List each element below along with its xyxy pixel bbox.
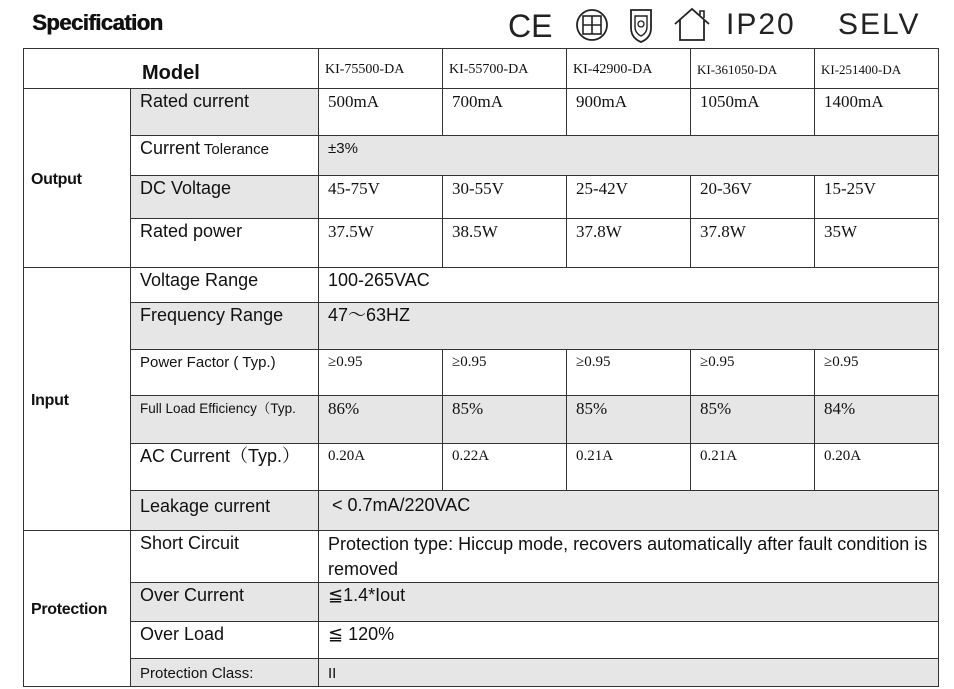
row-label: AC Current（Typ.） [131, 444, 319, 491]
section-output: Output [24, 89, 131, 268]
row-label-main: Current [140, 138, 201, 158]
model-cell: KI-251400-DA [815, 49, 939, 89]
value-cell: 85% [691, 396, 815, 444]
table-row [24, 303, 939, 350]
row-label: Leakage current [131, 491, 319, 531]
table-row [24, 176, 939, 219]
value-cell: 85% [567, 396, 691, 444]
value-cell: 0.20A [319, 444, 443, 491]
model-cell: KI-42900-DA [567, 49, 691, 89]
value-cell: Protection type: Hiccup mode, recovers automatically after fault condition is removed [319, 531, 939, 583]
table-row [24, 268, 939, 303]
certification-marks [508, 4, 948, 44]
row-label: Over Load [131, 622, 319, 659]
value-cell: 37.8W [567, 219, 691, 268]
value-cell: ≦ 120% [319, 622, 939, 659]
table-row [24, 136, 939, 176]
row-label [131, 136, 319, 176]
section-input: Input [24, 268, 131, 531]
value-cell: 38.5W [443, 219, 567, 268]
value-cell: 0.21A [567, 444, 691, 491]
model-label: Model [24, 49, 319, 89]
row-label: Voltage Range [131, 268, 319, 303]
value-cell: < 0.7mA/220VAC [319, 491, 939, 531]
row-label-sub: Tolerance [200, 141, 269, 158]
value-cell: 0.20A [815, 444, 939, 491]
value-cell: ≦1.4*Iout [319, 583, 939, 622]
value-cell: 0.21A [691, 444, 815, 491]
row-label: Power Factor ( Typ.) [131, 350, 319, 396]
value-cell: 0.22A [443, 444, 567, 491]
table-row [24, 583, 939, 622]
value-cell: 500mA [319, 89, 443, 136]
table-row [24, 622, 939, 659]
table-row [24, 219, 939, 268]
value-cell: ≥0.95 [443, 350, 567, 396]
value-cell: 1400mA [815, 89, 939, 136]
value-cell: 30-55V [443, 176, 567, 219]
value-cell: 20-36V [691, 176, 815, 219]
specification-table [23, 48, 939, 687]
table-row [24, 444, 939, 491]
row-label: Protection Class: [131, 659, 319, 687]
selv-mark: SELV [838, 8, 921, 41]
value-cell: 47～63HZ [319, 303, 939, 350]
section-protection: Protection [24, 531, 131, 687]
model-cell: KI-55700-DA [443, 49, 567, 89]
model-cell: KI-75500-DA [319, 49, 443, 89]
value-cell: 85% [443, 396, 567, 444]
value-cell: 37.8W [691, 219, 815, 268]
value-cell: 100-265VAC [319, 268, 939, 303]
row-label: Over Current [131, 583, 319, 622]
value-cell: ≥0.95 [815, 350, 939, 396]
enec-mark-icon [572, 8, 612, 42]
value-cell: 35W [815, 219, 939, 268]
value-cell: 86% [319, 396, 443, 444]
value-cell: II [319, 659, 939, 687]
model-cell: KI-361050-DA [691, 49, 815, 89]
value-cell: 37.5W [319, 219, 443, 268]
model-header-row [24, 49, 939, 89]
table-row [24, 396, 939, 444]
value-cell: ≥0.95 [319, 350, 443, 396]
house-mark-icon [672, 6, 712, 42]
table-row [24, 531, 939, 583]
class-ii-shield-icon [626, 6, 656, 44]
page-title: Specification [32, 10, 163, 35]
value-cell: 25-42V [567, 176, 691, 219]
value-cell: ≥0.95 [691, 350, 815, 396]
table-row [24, 89, 939, 136]
row-label: Rated power [131, 219, 319, 268]
value-cell: 84% [815, 396, 939, 444]
ce-mark: CE [508, 8, 553, 44]
value-cell: 45-75V [319, 176, 443, 219]
value-cell: ±3% [319, 136, 939, 176]
table-row [24, 491, 939, 531]
table-row [24, 350, 939, 396]
value-cell: ≥0.95 [567, 350, 691, 396]
row-label: Full Load Efficiency（Typ. [131, 396, 319, 444]
table-row [24, 659, 939, 687]
row-label: Short Circuit [131, 531, 319, 583]
row-label: Frequency Range [131, 303, 319, 350]
ip20-mark: IP20 [726, 8, 796, 41]
row-label: Rated current [131, 89, 319, 136]
row-label: DC Voltage [131, 176, 319, 219]
value-cell: 700mA [443, 89, 567, 136]
value-cell: 1050mA [691, 89, 815, 136]
value-cell: 15-25V [815, 176, 939, 219]
value-cell: 900mA [567, 89, 691, 136]
